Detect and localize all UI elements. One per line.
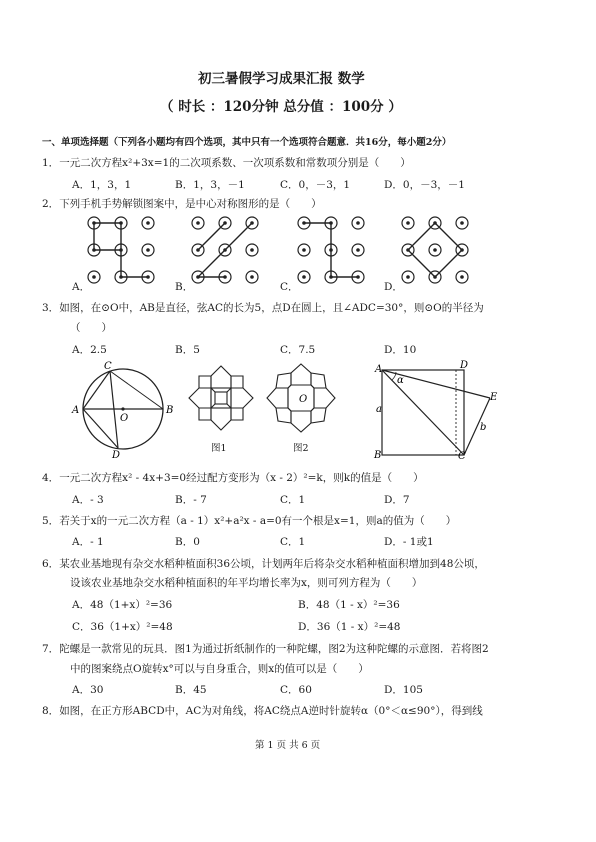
option-b: B．- 7 bbox=[175, 494, 207, 506]
point-label-b: B bbox=[166, 405, 174, 416]
option-d: D．36（1 - x）²=48 bbox=[298, 621, 401, 633]
option-a: A．- 1 bbox=[72, 536, 104, 548]
point-label-a: A bbox=[375, 364, 383, 375]
option-a: A．30 bbox=[72, 684, 104, 696]
question-text: 陀螺是一款常见的玩具．图1为通过折纸制作的一种陀螺，图2为这种陀螺的示意图．若将图2 bbox=[59, 643, 489, 655]
gesture-pattern-a bbox=[86, 215, 156, 285]
section-heading: 一、单项选择题（下列各小题均有四个选项，其中只有一个选项符合题意．共16分，每小题2分） bbox=[42, 137, 452, 148]
question-text: 某农业基地现有杂交水稻种植面积36公顷，计划两年后将杂交水稻种植面积增加到48公顷， bbox=[59, 558, 485, 570]
option-b: B．48（1 - x）²=36 bbox=[298, 599, 400, 611]
question-1 bbox=[42, 155, 411, 170]
question-text: 下列手机手势解锁图案中，是中心对称图形的是（ ） bbox=[59, 198, 322, 210]
option-b: B．1，3，－1 bbox=[175, 179, 245, 191]
page-title: 初三暑假学习成果汇报 数学 bbox=[198, 71, 365, 87]
option-d: D． bbox=[384, 281, 403, 293]
option-d: D．105 bbox=[384, 684, 423, 696]
point-label-c: C bbox=[458, 451, 466, 462]
point-label-o: O bbox=[120, 413, 129, 424]
gesture-pattern-b bbox=[190, 215, 260, 285]
question-4 bbox=[42, 470, 424, 485]
question-number: 8． bbox=[42, 705, 60, 717]
angle-label-alpha: α bbox=[397, 375, 404, 386]
question-text: 若关于x的一元二次方程（a - 1）x²+a²x - a=0有一个根是x=1，则a的值为（ ） bbox=[59, 515, 457, 527]
option-b: B．5 bbox=[175, 344, 200, 356]
question-5 bbox=[42, 513, 456, 528]
option-c: C．0，－3，1 bbox=[280, 179, 351, 191]
option-d: D．- 1或1 bbox=[384, 536, 434, 548]
question-6 bbox=[42, 556, 485, 571]
option-c: C．36（1+x）²=48 bbox=[72, 621, 173, 633]
point-label-c: C bbox=[104, 361, 112, 372]
option-a: A．1，3，1 bbox=[72, 179, 132, 191]
circle-figure bbox=[68, 360, 178, 460]
question-text: 一元二次方程x²+3x=1的二次项系数、一次项系数和常数项分别是（ ） bbox=[59, 157, 411, 169]
question-3-line-2: （ ） bbox=[70, 322, 112, 334]
page-number: 第 1 页 共 6 页 bbox=[255, 740, 321, 751]
figure-1-caption: 图1 bbox=[211, 443, 227, 454]
option-a: A． bbox=[72, 281, 91, 293]
question-3 bbox=[42, 300, 484, 315]
option-d: D．7 bbox=[384, 494, 410, 506]
question-6-line-2: 设该农业基地杂交水稻种植面积的年平均增长率为x，则可列方程为（ ） bbox=[70, 577, 423, 589]
question-8 bbox=[42, 703, 483, 718]
point-label-e: E bbox=[490, 392, 498, 403]
point-label-d: D bbox=[112, 450, 121, 461]
option-c: C．1 bbox=[280, 536, 306, 548]
origami-schematic-figure-2 bbox=[264, 361, 338, 435]
question-number: 6． bbox=[42, 558, 60, 570]
figure-2-caption: 图2 bbox=[293, 443, 309, 454]
question-number: 5． bbox=[42, 515, 60, 527]
option-a: A．48（1+x）²=36 bbox=[72, 599, 173, 611]
option-a: A．- 3 bbox=[72, 494, 104, 506]
origami-top-figure-1 bbox=[186, 363, 256, 433]
gesture-pattern-d bbox=[400, 215, 470, 285]
option-b: B．45 bbox=[175, 684, 207, 696]
question-number: 2． bbox=[42, 198, 60, 210]
option-d: D．10 bbox=[384, 344, 417, 356]
option-c: C． bbox=[280, 281, 299, 293]
question-text: 如图，在正方形ABCD中，AC为对角线，将AC绕点A逆时针旋转α（0°＜α≤90°），得到线 bbox=[59, 705, 483, 717]
option-c: C．7.5 bbox=[280, 344, 316, 356]
option-c: C．60 bbox=[280, 684, 312, 696]
square-rotation-figure bbox=[372, 360, 502, 460]
side-label-b: b bbox=[480, 422, 487, 433]
point-label-d: D bbox=[460, 360, 469, 371]
question-7-line-2: 中的图案绕点O旋转x°可以与自身重合，则x的值可以是（ ） bbox=[70, 663, 369, 675]
side-label-a: a bbox=[376, 404, 382, 415]
point-label-b: B bbox=[374, 450, 382, 461]
question-text: 一元二次方程x² - 4x+3=0经过配方变形为（x - 2）²=k，则k的值是（ ） bbox=[59, 472, 424, 484]
option-d: D．0，－3，－1 bbox=[384, 179, 465, 191]
question-2 bbox=[42, 196, 322, 211]
gesture-pattern-c bbox=[296, 215, 366, 285]
option-b: B．0 bbox=[175, 536, 200, 548]
question-number: 7． bbox=[42, 643, 60, 655]
page-subtitle: （ 时长 ：120分钟 总分值 ：100分 ） bbox=[160, 99, 402, 115]
question-number: 3． bbox=[42, 302, 60, 314]
question-text: 如图，在⊙O中，AB是直径，弦AC的长为5，点D在圆上，且∠ADC=30°，则⊙O的半径为 bbox=[59, 302, 484, 314]
option-a: A．2.5 bbox=[72, 344, 107, 356]
point-label-a: A bbox=[72, 405, 80, 416]
question-number: 1． bbox=[42, 157, 60, 169]
option-c: C．1 bbox=[280, 494, 306, 506]
question-7 bbox=[42, 641, 489, 656]
option-b: B． bbox=[175, 281, 194, 293]
center-label-o: O bbox=[299, 394, 308, 405]
question-number: 4． bbox=[42, 472, 60, 484]
